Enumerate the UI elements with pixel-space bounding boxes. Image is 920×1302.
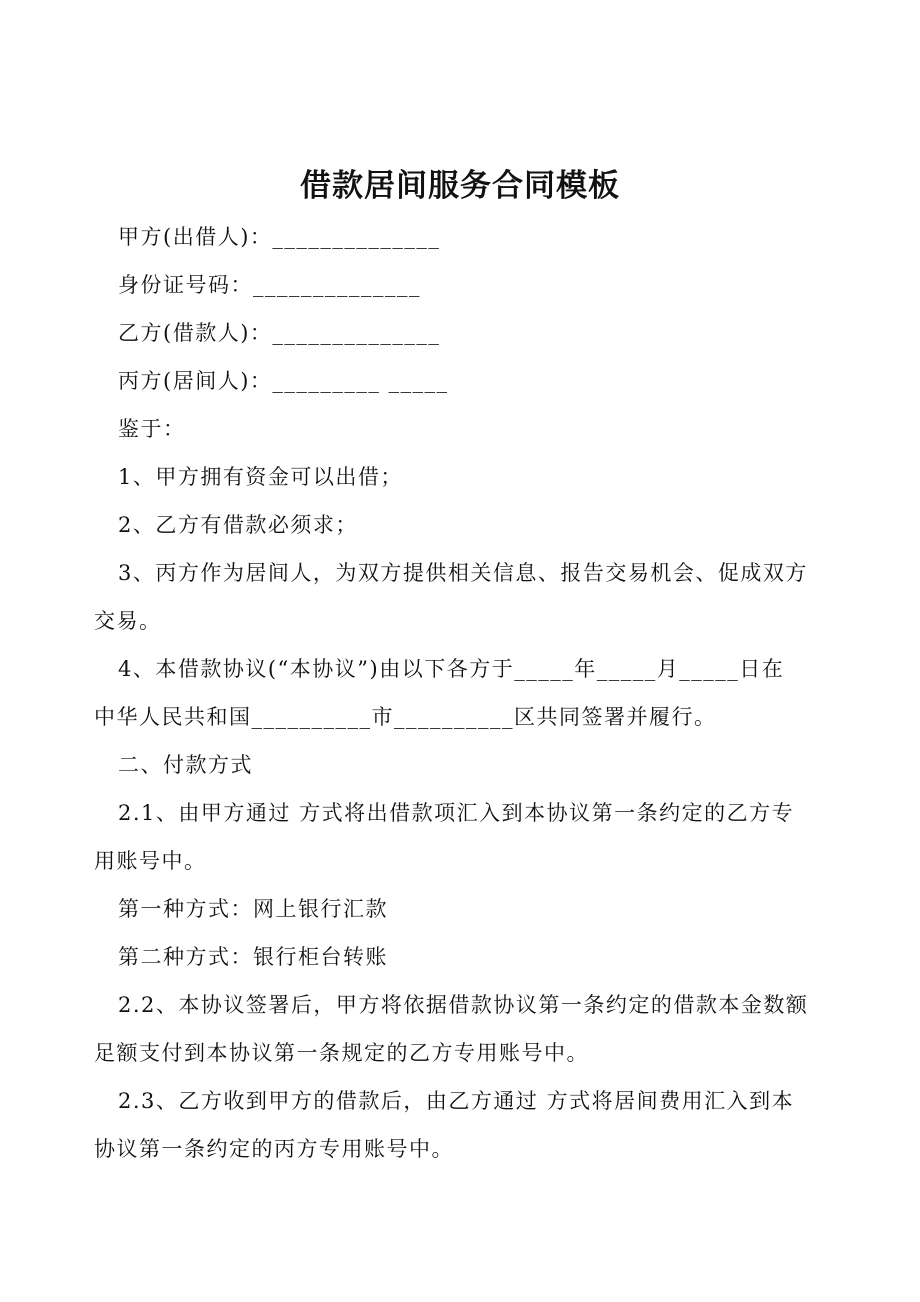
whereas-item-4-cont: 中华人民共和国__________市__________区共同签署并履行。 xyxy=(94,705,717,729)
id-number-line: 身份证号码：______________ xyxy=(118,273,421,297)
section-2-heading: 二、付款方式 xyxy=(118,753,253,777)
clause-2-1: 2.1、由甲方通过 方式将出借款项汇入到本协议第一条约定的乙方专 xyxy=(118,801,795,825)
party-b-line: 乙方(借款人)：______________ xyxy=(118,321,441,345)
clause-2-3-cont: 协议第一条约定的丙方专用账号中。 xyxy=(94,1137,454,1161)
whereas-heading: 鉴于： xyxy=(118,417,186,441)
whereas-item-2: 2、乙方有借款必须求； xyxy=(118,513,358,537)
party-a-line: 甲方(出借人)：______________ xyxy=(118,225,441,249)
clause-2-3: 2.3、乙方收到甲方的借款后，由乙方通过 方式将居间费用汇入到本 xyxy=(118,1089,795,1113)
payment-method-1: 第一种方式：网上银行汇款 xyxy=(118,897,388,921)
clause-2-2: 2.2、本协议签署后，甲方将依据借款协议第一条约定的借款本金数额 xyxy=(118,993,809,1017)
payment-method-2: 第二种方式：银行柜台转账 xyxy=(118,945,388,969)
whereas-item-1: 1、甲方拥有资金可以出借； xyxy=(118,465,403,489)
whereas-item-3: 3、丙方作为居间人，为双方提供相关信息、报告交易机会、促成双方 xyxy=(118,561,808,585)
whereas-item-3-cont: 交易。 xyxy=(94,609,162,633)
document-title: 借款居间服务合同模板 xyxy=(300,168,620,204)
whereas-item-4: 4、本借款协议(“本协议”)由以下各方于_____年_____月_____日在 xyxy=(118,657,785,681)
clause-2-2-cont: 足额支付到本协议第一条规定的乙方专用账号中。 xyxy=(94,1041,589,1065)
party-c-line: 丙方(居间人)：_________ _____ xyxy=(118,369,449,393)
clause-2-1-cont: 用账号中。 xyxy=(94,849,207,873)
